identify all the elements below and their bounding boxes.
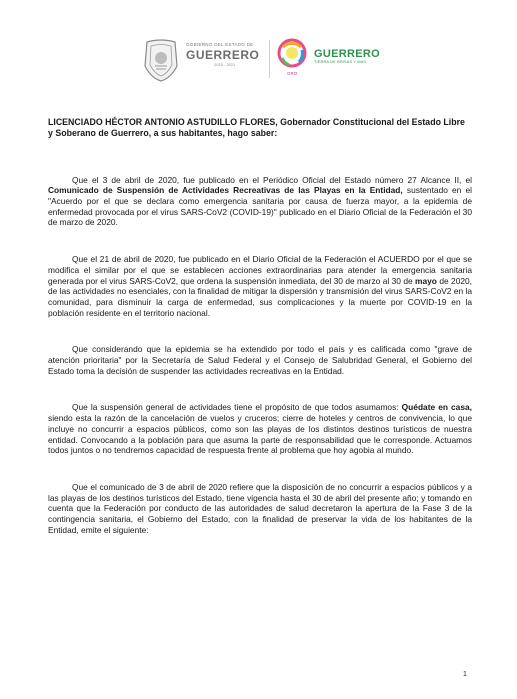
p2-text-a: Que el 21 de abril de 2020, fue publicado en el Diario Oficial de la Federación el ACUERDO por el que se modifica el similar por el que se establecen acciones extraordinarias para atender la emergencia sanitaria generada por el virus SARS-CoV2, que ordena la suspensión inmediata, del 30 de marzo al 30 de [48,254,472,286]
p1-text-c: sustentado en el "Acuerdo por el que se declara como emergencia sanitaria por causa de fuerza mayor, a la epidemia de enfermedad provocada por el virus SARS-CoV2 (COVID-19)" publicado en el Diario Oficial de la Federación el 30 de marzo de 2020. [48,185,472,228]
government-wordmark [186,42,266,68]
document-body [48,117,472,561]
letterhead [0,36,517,86]
paragraph-2 [48,254,472,318]
paragraph-5: Que el comunicado de 3 de abril de 2020 refiere que la disposición de no concurrir a espacios públicos y a las playas de los destinos turísticos del Estado, tiene vigencia hasta el 30 de abril del presente año; y tomando en cuenta que la Federación por conducto de las autoridades de salud decretaron la apertura de la Fase 3 de la contingencia sanitaria, el Gobierno del Estado, con la finalidad de preservar la vida de los habitantes de la Entidad, emite el siguiente: [48,481,472,535]
document-heading: LICENCIADO HÉCTOR ANTONIO ASTUDILLO FLORES, Gobernador Constitucional del Estado Libre y Soberano de Guerrero, a sus habitantes, hago saber: [48,117,465,139]
guerrero-brand-logo-icon [277,38,307,68]
brand-wordmark [314,48,380,65]
gov-small-label: GOBIERNO DEL ESTADO DE [186,42,254,47]
gov-big-label: GUERRERO [186,48,260,62]
paragraph-4 [48,402,472,456]
paragraph-3: Que considerando que la epidemia se ha extendido por todo el país y es calificada como "grave de atención prioritaria" por la Secretaría de Salud Federal y el Consejo de Salubridad General, el Gobierno del Estado toma la decisión de suspender las actividades recreativas en la Entidad. [48,344,472,376]
p1-text-a: Que el 3 de abril de 2020, fue publicado en el Periódico Oficial del Estado número 27 Alcance II, el [72,174,472,185]
gov-years-label: 2015 - 2021 [214,62,236,67]
p2-text-bold: mayo [415,275,437,286]
brand-tag: GRO [287,71,298,76]
p1-text-bold: Comunicado de Suspensión de Actividades Recreativas de las Playas en la Entidad, [48,185,403,196]
p4-text-a: Que la suspensión general de actividades tiene el propósito de que todos asumamos: [72,402,402,413]
brand-small-label: TIERRA DE BRISAS Y MAS [314,60,367,64]
brand-big-label: GUERRERO [314,48,380,60]
p4-text-bold: Quédate en casa, [401,402,472,413]
header-divider [269,40,270,78]
page-number: 1 [462,669,467,678]
p2-text-c: de 2020, de las actividades no esenciales, con la finalidad de mitigar la dispersión y transmisión del virus SARS-CoV2 en la comunidad, para disminuir la carga de enfermedad, sus complicaciones y la muerte por COVID-19 en la población residente en el territorio nacional. [48,275,472,318]
p4-text-c: siendo esta la razón de la cancelación de vuelos y cruceros; cierre de hoteles y centros de convivencia, lo que incluye no concurrir a espacios públicos, como son las playas de los distintos destinos turísticos de nuestra entidad. Convocando a la población para que asuma la parte de responsabilidad que le corresponde. Actuamos todos juntos o no tendremos capacidad de respuesta frente al problema que hoy agobia al mundo. [48,413,472,456]
paragraph-1 [48,175,472,229]
state-seal-icon [141,38,181,82]
